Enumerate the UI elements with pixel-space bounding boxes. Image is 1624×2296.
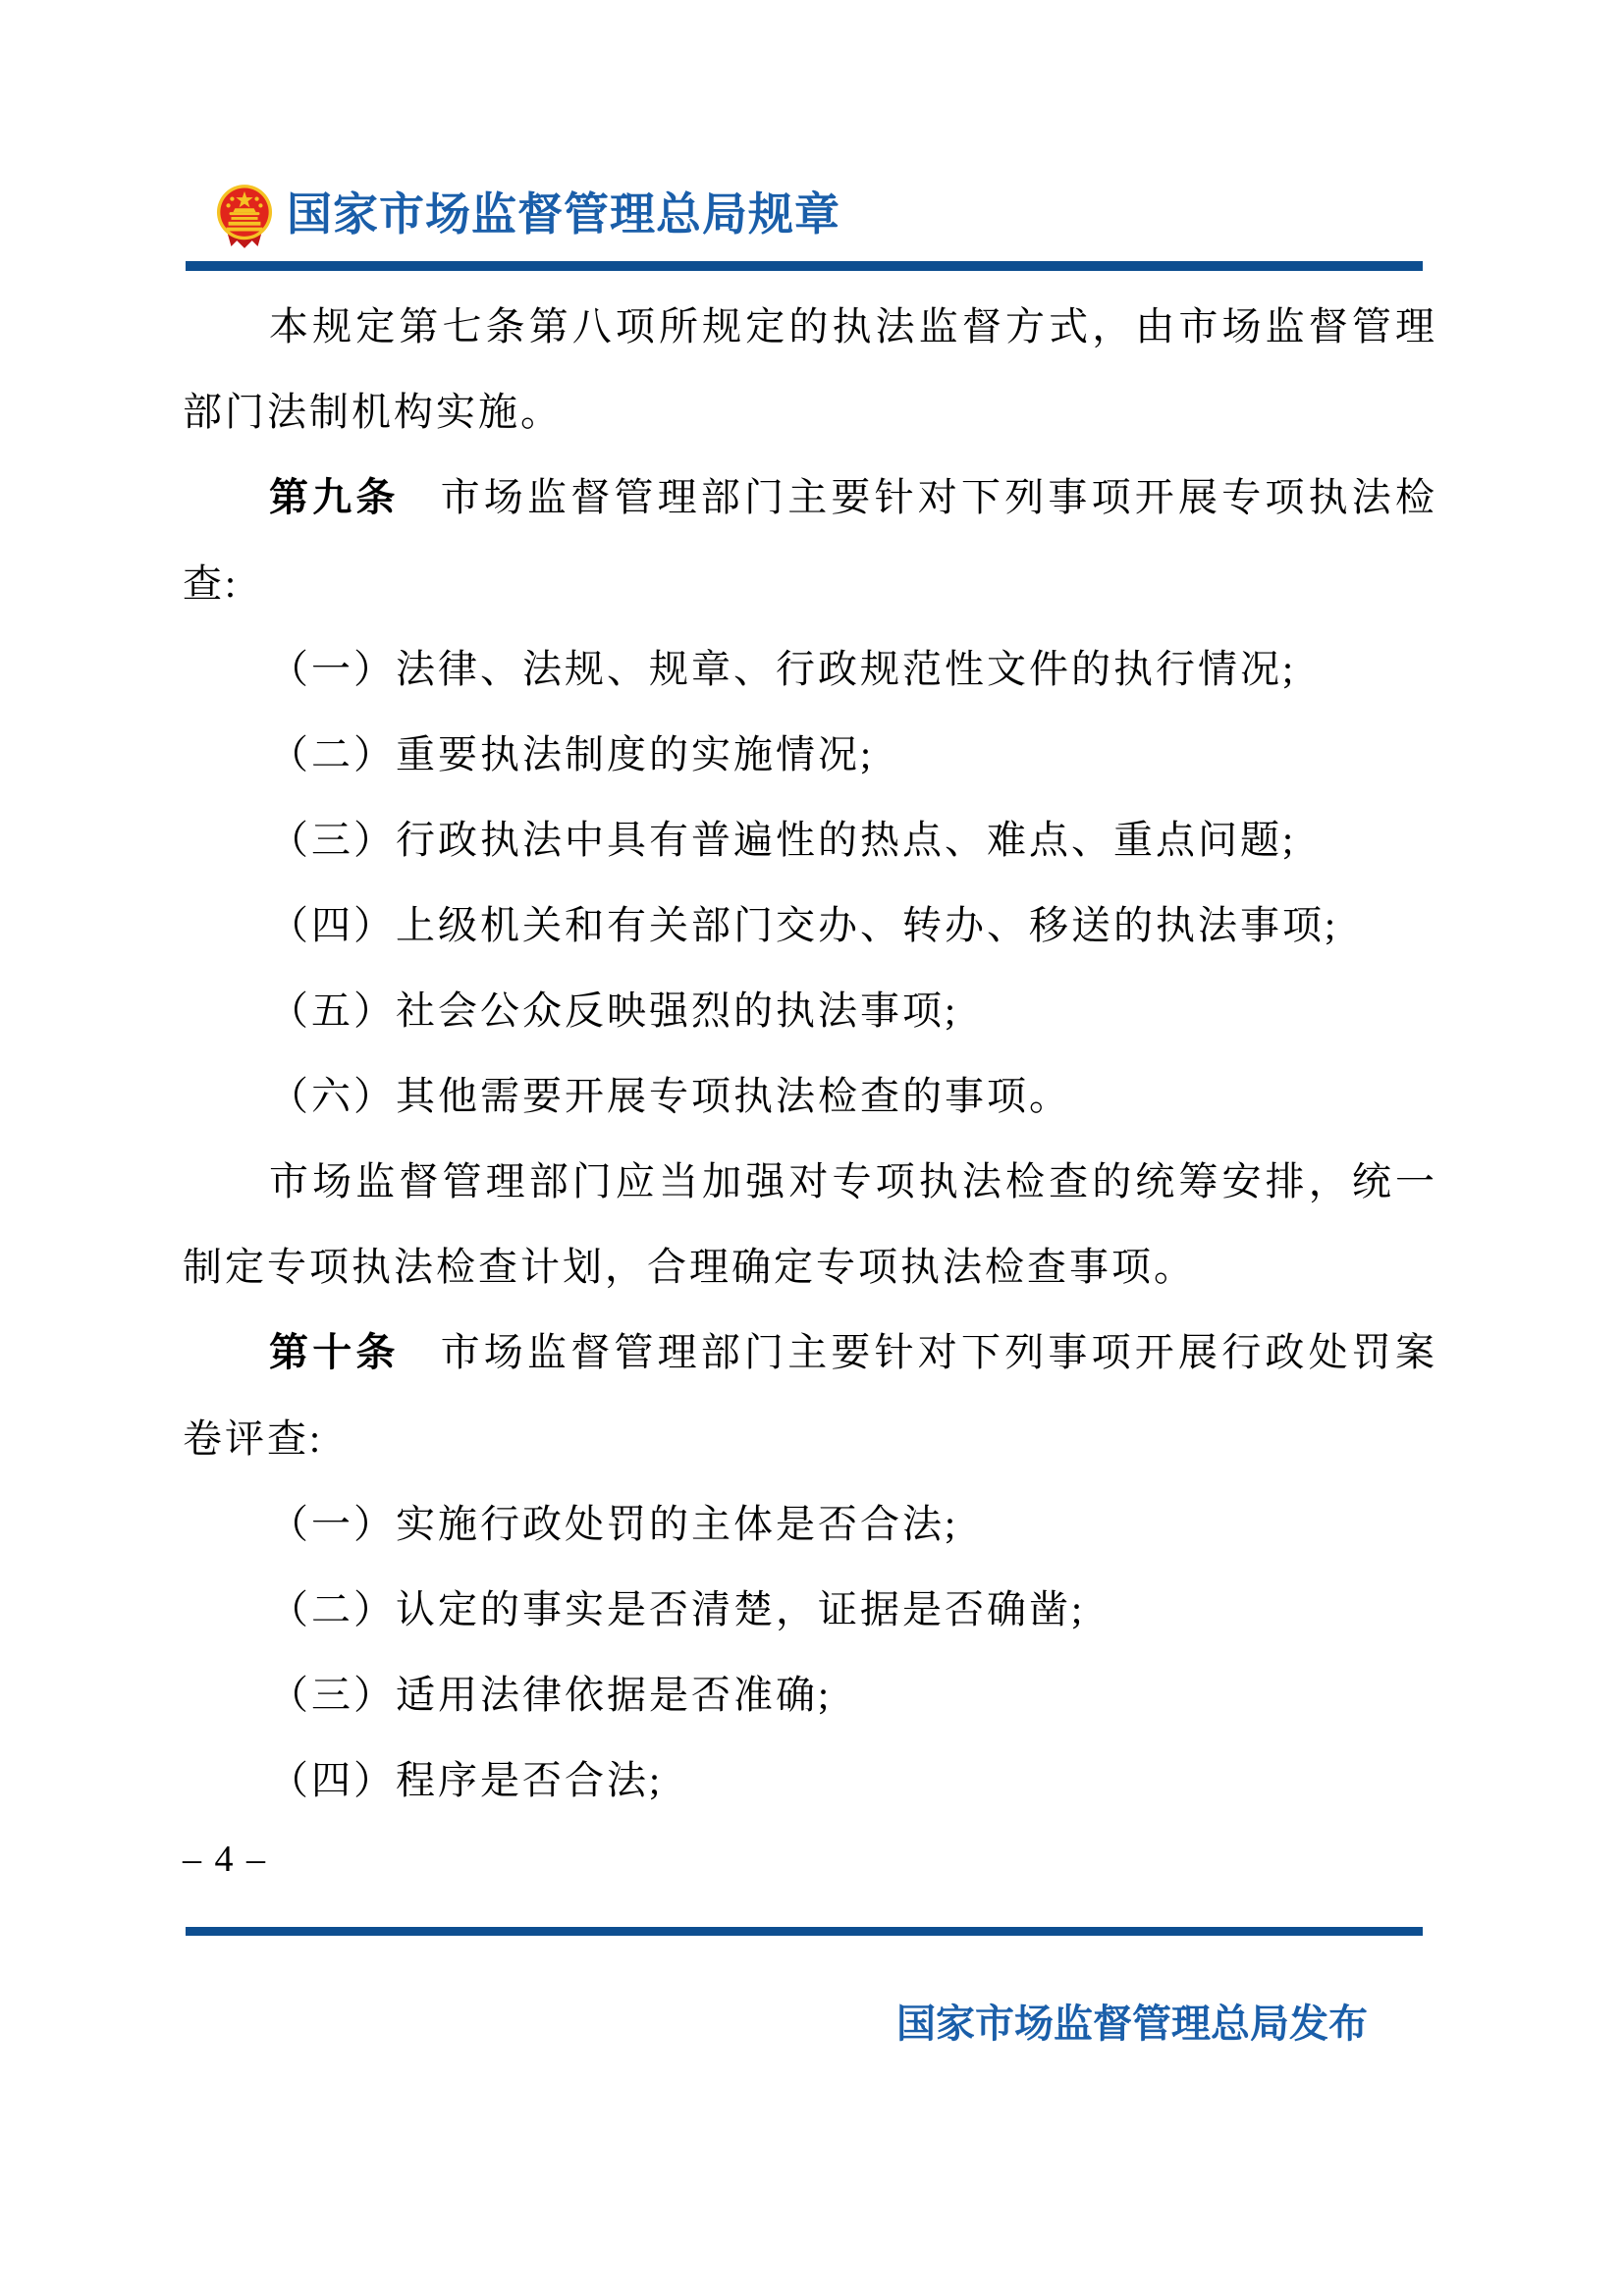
footer-rule bbox=[186, 1927, 1423, 1936]
publisher-line: 国家市场监督管理总局发布 bbox=[896, 2002, 1368, 2046]
paragraph bbox=[183, 284, 1437, 454]
document-type-title: 国家市场监督管理总局规章 bbox=[287, 188, 840, 240]
article-number: 第十条 bbox=[269, 1331, 400, 1374]
list-item bbox=[183, 797, 1437, 882]
paragraph-text: 市场监督管理部门主要针对下列事项开展行政处罚案卷评查: bbox=[183, 1330, 1438, 1461]
header-rule bbox=[186, 261, 1423, 271]
list-item-text: （二）重要执法制度的实施情况; bbox=[269, 732, 875, 776]
list-item-text: （二）认定的事实是否清楚，证据是否确凿; bbox=[269, 1587, 1086, 1631]
document-body bbox=[183, 284, 1437, 1823]
list-item bbox=[183, 882, 1437, 968]
list-item bbox=[183, 1567, 1437, 1652]
list-item-text: （三）行政执法中具有普遍性的热点、难点、重点问题; bbox=[269, 818, 1297, 862]
paragraph bbox=[183, 1139, 1437, 1309]
paragraph-text: 市场监督管理部门主要针对下列事项开展专项执法检查: bbox=[183, 475, 1438, 606]
list-item-text: （三）适用法律依据是否准确; bbox=[269, 1673, 833, 1717]
page-number: – 4 – bbox=[183, 1839, 267, 1880]
list-item bbox=[183, 1053, 1437, 1139]
list-item-text: （五）社会公众反映强烈的执法事项; bbox=[269, 988, 959, 1033]
paragraph-article-9 bbox=[183, 454, 1437, 626]
list-item bbox=[183, 1652, 1437, 1737]
list-item-text: （四）程序是否合法; bbox=[269, 1758, 664, 1802]
paragraph-article-10 bbox=[183, 1309, 1437, 1481]
national-emblem-icon bbox=[216, 184, 273, 250]
paragraph-text: 市场监督管理部门应当加强对专项执法检查的统筹安排，统一制定专项执法检查计划，合理确定专项执法检查事项。 bbox=[183, 1159, 1437, 1289]
article-number: 第九条 bbox=[269, 476, 400, 519]
list-item-text: （六）其他需要开展专项执法检查的事项。 bbox=[269, 1074, 1071, 1118]
list-item-text: （一）法律、法规、规章、行政规范性文件的执行情况; bbox=[269, 647, 1297, 691]
list-item bbox=[183, 1481, 1437, 1567]
list-item-text: （一）实施行政处罚的主体是否合法; bbox=[269, 1502, 959, 1546]
list-item bbox=[183, 626, 1437, 712]
list-item bbox=[183, 968, 1437, 1053]
paragraph-text: 本规定第七条第八项所规定的执法监督方式，由市场监督管理部门法制机构实施。 bbox=[183, 304, 1437, 434]
list-item-text: （四）上级机关和有关部门交办、转办、移送的执法事项; bbox=[269, 903, 1339, 947]
list-item bbox=[183, 1737, 1437, 1823]
list-item bbox=[183, 712, 1437, 797]
